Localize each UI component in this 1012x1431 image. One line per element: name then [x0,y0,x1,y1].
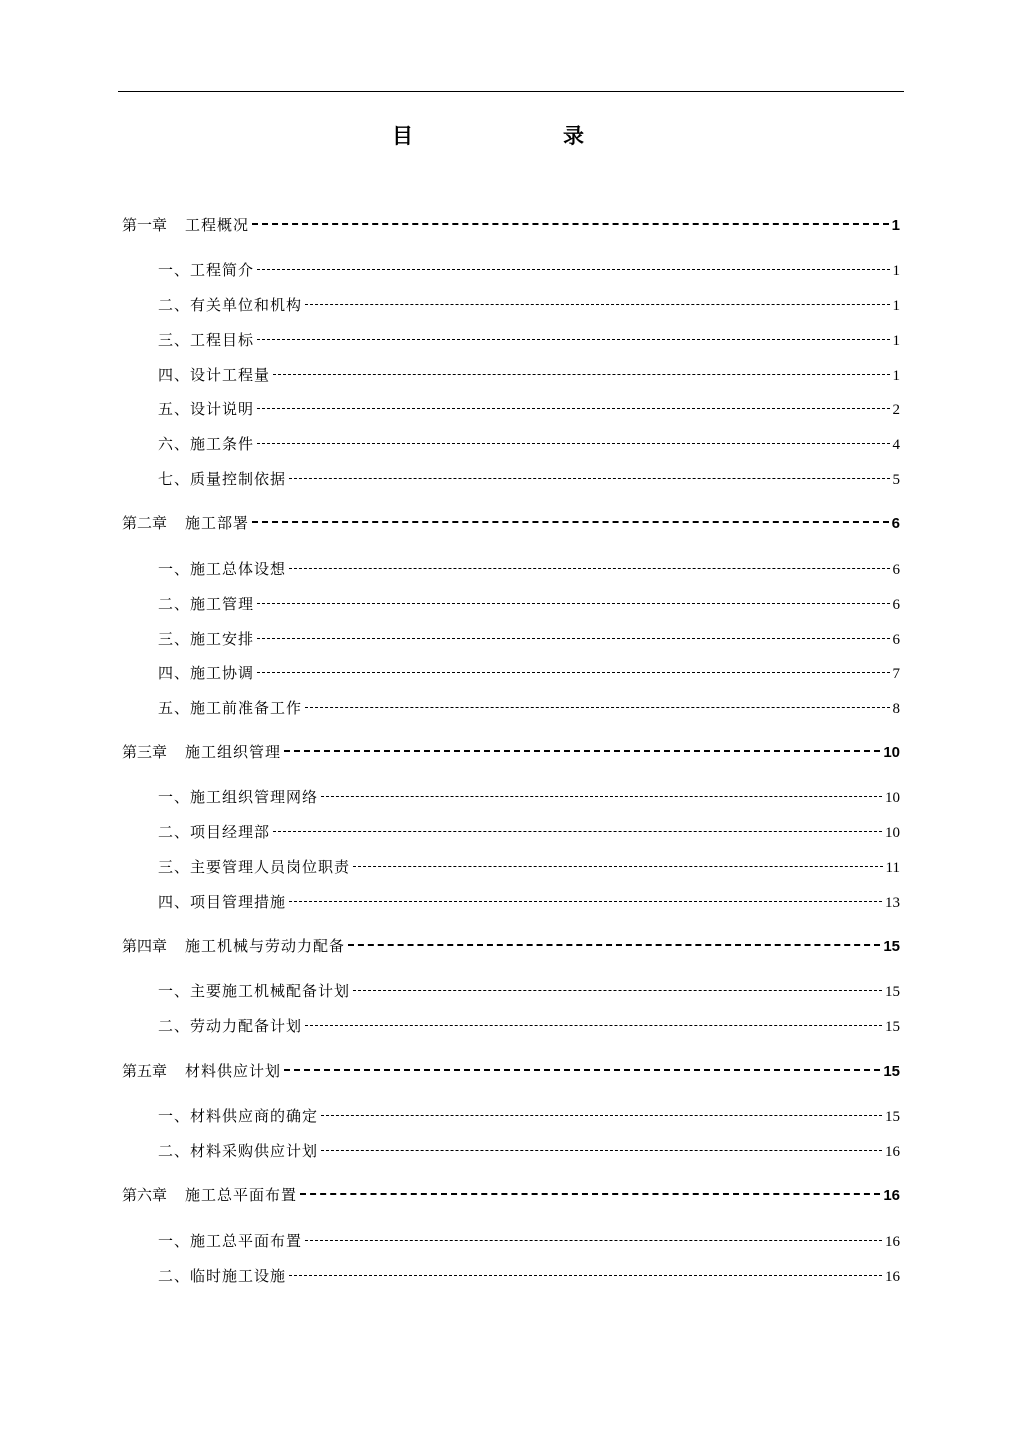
toc-page-number: 10 [885,825,900,841]
toc-dot-leader [273,831,882,832]
toc-page-number: 2 [892,402,900,418]
toc-section-entry[interactable] [158,1140,900,1164]
toc-dot-leader [289,1275,882,1276]
toc-dot-leader [305,1240,882,1241]
toc-section-entry[interactable] [158,1230,900,1254]
toc-entry-label: 二、施工管理 [158,595,255,613]
toc-section-entry[interactable] [158,329,900,353]
toc-entry-label: 二、有关单位和机构 [158,296,303,314]
toc-dot-leader [257,672,889,673]
toc-section-entry[interactable] [158,1015,900,1039]
toc-dot-leader [321,1115,882,1116]
toc-entry-label: 四、设计工程量 [158,366,271,384]
toc-section-entry[interactable] [158,433,900,457]
toc-page-number: 16 [885,1144,900,1160]
toc-dot-leader [257,408,889,409]
toc-section-entry[interactable] [158,628,900,652]
toc-entry-label: 一、工程简介 [158,261,255,279]
toc-section-entry[interactable] [158,259,900,283]
toc-entry-label: 四、施工协调 [158,664,255,682]
toc-section-entry[interactable] [158,786,900,810]
toc-entry-label: 施工机械与劳动力配备 [185,937,346,955]
toc-dot-leader [305,1025,882,1026]
toc-entry-label: 五、设计说明 [158,400,255,418]
toc-entry-label: 施工组织管理 [185,743,282,761]
toc-dot-leader [257,339,889,340]
toc-entry-label: 一、施工总平面布置 [158,1232,303,1250]
page-title: 目 录 [392,124,620,148]
toc-page-number: 1 [892,333,900,349]
toc-dot-leader [252,521,889,523]
toc-page-number: 6 [892,562,900,578]
toc-section-entry[interactable] [158,891,900,915]
toc-section-entry[interactable] [158,821,900,845]
toc-entry-label: 一、主要施工机械配备计划 [158,982,351,1000]
toc-section-entry[interactable] [158,558,900,582]
toc-page-number: 1 [892,368,900,384]
toc-page-number: 16 [885,1234,900,1250]
toc-entry-label: 施工部署 [185,514,250,532]
toc-chapter-number: 第二章 [122,514,168,532]
toc-page-number: 10 [883,744,900,761]
toc-entry-label: 二、劳动力配备计划 [158,1017,303,1035]
toc-entry-label: 四、项目管理措施 [158,893,287,911]
toc-entry-label: 二、临时施工设施 [158,1267,287,1285]
toc-chapter-entry[interactable] [122,512,900,536]
toc-page-number: 15 [883,1063,900,1080]
toc-dot-leader [321,1150,882,1151]
toc-dot-leader [353,866,883,867]
toc-page-number: 16 [883,1187,900,1204]
toc-page-number: 7 [892,666,900,682]
toc-dot-leader [257,269,889,270]
toc-page-number: 6 [892,632,900,648]
toc-section-entry[interactable] [158,593,900,617]
toc-dot-leader [289,568,889,569]
toc-dot-leader [257,603,889,604]
toc-dot-leader [257,638,889,639]
toc-dot-leader [321,796,882,797]
toc-chapter-entry[interactable] [122,1060,900,1084]
toc-section-entry[interactable] [158,468,900,492]
toc-page-number: 15 [883,938,900,955]
toc-dot-leader [348,944,880,946]
toc-entry-label: 二、材料采购供应计划 [158,1142,319,1160]
toc-page-number: 10 [885,790,900,806]
toc-section-entry[interactable] [158,294,900,318]
toc-page-number: 15 [885,1109,900,1125]
toc-page-number: 4 [892,437,900,453]
toc-dot-leader [273,374,889,375]
toc-page-number: 6 [892,597,900,613]
toc-entry-label: 三、施工安排 [158,630,255,648]
toc-page-number: 5 [892,472,900,488]
toc-chapter-number: 第四章 [122,937,168,955]
toc-section-entry[interactable] [158,980,900,1004]
toc-page-number: 6 [891,515,900,532]
toc-page-number: 1 [892,263,900,279]
toc-dot-leader [305,304,889,305]
toc-entry-label: 二、项目经理部 [158,823,271,841]
toc-chapter-entry[interactable] [122,741,900,765]
toc-page-number: 15 [885,1019,900,1035]
toc-chapter-entry[interactable] [122,214,900,238]
toc-dot-leader [289,901,882,902]
toc-entry-label: 一、施工总体设想 [158,560,287,578]
toc-chapter-entry[interactable] [122,1184,900,1208]
toc-entry-label: 六、施工条件 [158,435,255,453]
toc-entry-label: 三、主要管理人员岗位职责 [158,858,351,876]
toc-dot-leader [289,478,889,479]
toc-section-entry[interactable] [158,856,900,880]
toc-entry-label: 五、施工前准备工作 [158,699,303,717]
header-rule [118,91,904,92]
toc-page-number: 15 [885,984,900,1000]
toc-page-number: 11 [885,860,900,876]
toc-entry-label: 三、工程目标 [158,331,255,349]
toc-page-number: 13 [885,895,900,911]
toc-entry-label: 七、质量控制依据 [158,470,287,488]
toc-section-entry[interactable] [158,1265,900,1289]
toc-chapter-number: 第六章 [122,1186,168,1204]
toc-page-number: 1 [891,217,900,234]
toc-entry-label: 材料供应计划 [185,1062,282,1080]
toc-dot-leader [353,990,882,991]
toc-entry-label: 一、材料供应商的确定 [158,1107,319,1125]
toc-section-entry[interactable] [158,398,900,422]
toc-chapter-entry[interactable] [122,935,900,959]
toc-entry-label: 一、施工组织管理网络 [158,788,319,806]
toc-section-entry[interactable] [158,662,900,686]
toc-chapter-number: 第一章 [122,216,168,234]
toc-page-number: 1 [892,298,900,314]
toc-entry-label: 施工总平面布置 [185,1186,298,1204]
toc-page-number: 16 [885,1269,900,1285]
toc-dot-leader [257,443,889,444]
toc-dot-leader [252,223,889,225]
toc-page-number: 8 [892,701,900,717]
toc-dot-leader [284,750,880,752]
toc-chapter-number: 第三章 [122,743,168,761]
toc-chapter-number: 第五章 [122,1062,168,1080]
toc-entry-label: 工程概况 [185,216,250,234]
toc-section-entry[interactable] [158,697,900,721]
toc-dot-leader [284,1069,880,1071]
toc-dot-leader [300,1193,880,1195]
toc-section-entry[interactable] [158,1105,900,1129]
toc-section-entry[interactable] [158,364,900,388]
toc-dot-leader [305,707,889,708]
